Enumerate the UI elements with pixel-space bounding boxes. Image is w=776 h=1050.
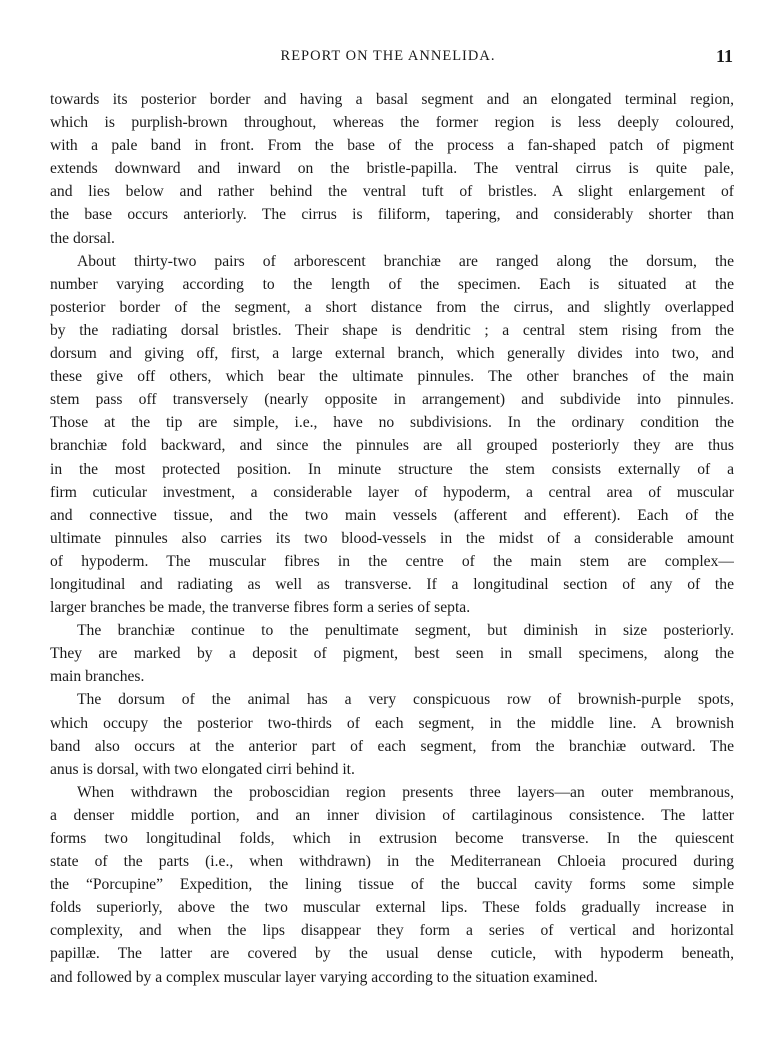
text-line: anus is dorsal, with two elongated cirri behind it. <box>50 760 355 778</box>
text-line: and lies below and rather behind the ventral tuft of bristles. A slight enlargement of <box>50 183 734 201</box>
text-line: extends downward and inward on the bristle-papilla. The ventral cirrus is quite pale, <box>50 160 734 178</box>
text-line: by the radiating dorsal bristles. Their shape is dendritic ; a central stem rising from the <box>50 321 734 339</box>
text-line: Those at the tip are simple, i.e., have no subdivisions. In the ordinary condition the <box>50 414 734 432</box>
text-line: with a pale band in front. From the base of the process a fan-shaped patch of pigment <box>50 137 734 155</box>
text-line: folds superiorly, above the two muscular external lips. These folds gradually increase in <box>50 899 734 917</box>
text-line: which occupy the posterior two-thirds of each segment, in the middle line. A brownish <box>50 714 734 732</box>
text-line: When withdrawn the proboscidian region presents three layers—an outer membranous, <box>77 783 734 801</box>
text-line: the dorsal. <box>50 229 115 247</box>
text-line: number varying according to the length of the specimen. Each is situated at the <box>50 275 734 293</box>
text-line: and followed by a complex muscular layer varying according to the situation examined. <box>50 968 598 986</box>
paragraph <box>50 688 734 780</box>
text-line: About thirty-two pairs of arborescent branchiæ are ranged along the dorsum, the <box>77 252 734 270</box>
text-line: papillæ. The latter are covered by the usual dense cuticle, with hypoderm beneath, <box>50 945 734 963</box>
text-line: these give off others, which bear the ultimate pinnules. The other branches of the main <box>50 368 734 386</box>
page-number: 11 <box>715 46 733 66</box>
text-line: forms two longitudinal folds, which in extrusion become transverse. In the quiescent <box>50 830 734 847</box>
running-title: REPORT ON THE ANNELIDA. <box>280 48 496 64</box>
text-line: dorsum and giving off, first, a large external branch, which generally divides into two, and <box>50 345 734 363</box>
text-line: in the most protected position. In minute structure the stem consists externally of a <box>50 460 734 478</box>
text-line: complexity, and when the lips disappear they form a series of vertical and horizontal <box>50 922 734 940</box>
text-line: and connective tissue, and the two main vessels (afferent and efferent). Each of the <box>50 506 734 524</box>
running-head <box>0 46 776 70</box>
text-line: a denser middle portion, and an inner division of cartilaginous consistence. The latter <box>50 806 734 824</box>
text-line: towards its posterior border and having a basal segment and an elongated terminal region, <box>50 91 734 108</box>
text-line: branchiæ fold backward, and since the pinnules are all grouped posteriorly they are thus <box>50 437 734 455</box>
text-line: longitudinal and radiating as well as transverse. If a longitudinal section of any of the <box>50 575 734 593</box>
paragraph <box>50 781 734 989</box>
text-line: posterior border of the segment, a short distance from the cirrus, and slightly overlapped <box>50 298 734 316</box>
text-line: main branches. <box>50 668 145 686</box>
paragraph <box>50 250 734 620</box>
paragraph <box>50 88 734 250</box>
text-line: The branchiæ continue to the penultimate segment, but diminish in size posteriorly. <box>77 622 734 640</box>
text-line: the “Porcupine” Expedition, the lining tissue of the buccal cavity forms some simple <box>50 876 734 894</box>
text-line: larger branches be made, the tranverse fibres form a series of septa. <box>50 599 471 617</box>
text-line: The dorsum of the animal has a very conspicuous row of brownish-purple spots, <box>77 691 734 709</box>
text-line: band also occurs at the anterior part of each segment, from the branchiæ outward. The <box>50 737 734 755</box>
text-line: state of the parts (i.e., when withdrawn) in the Mediterranean Chloeia procured during <box>50 853 734 871</box>
text-line: firm cuticular investment, a considerable layer of hypoderm, a central area of muscular <box>50 483 734 501</box>
text-line: of hypoderm. The muscular fibres in the centre of the main stem are complex— <box>50 552 734 570</box>
text-line: ultimate pinnules also carries its two blood-vessels in the midst of a considerable amount <box>50 529 734 547</box>
text-line: They are marked by a deposit of pigment, best seen in small specimens, along the <box>50 645 734 663</box>
paragraph <box>50 619 734 688</box>
body-text <box>50 88 734 989</box>
text-line: which is purplish-brown throughout, whereas the former region is less deeply coloured, <box>50 114 734 132</box>
text-line: stem pass off transversely (nearly opposite in arrangement) and subdivide into pinnules. <box>50 391 734 409</box>
text-line: the base occurs anteriorly. The cirrus is filiform, tapering, and considerably shorter than <box>50 206 734 224</box>
